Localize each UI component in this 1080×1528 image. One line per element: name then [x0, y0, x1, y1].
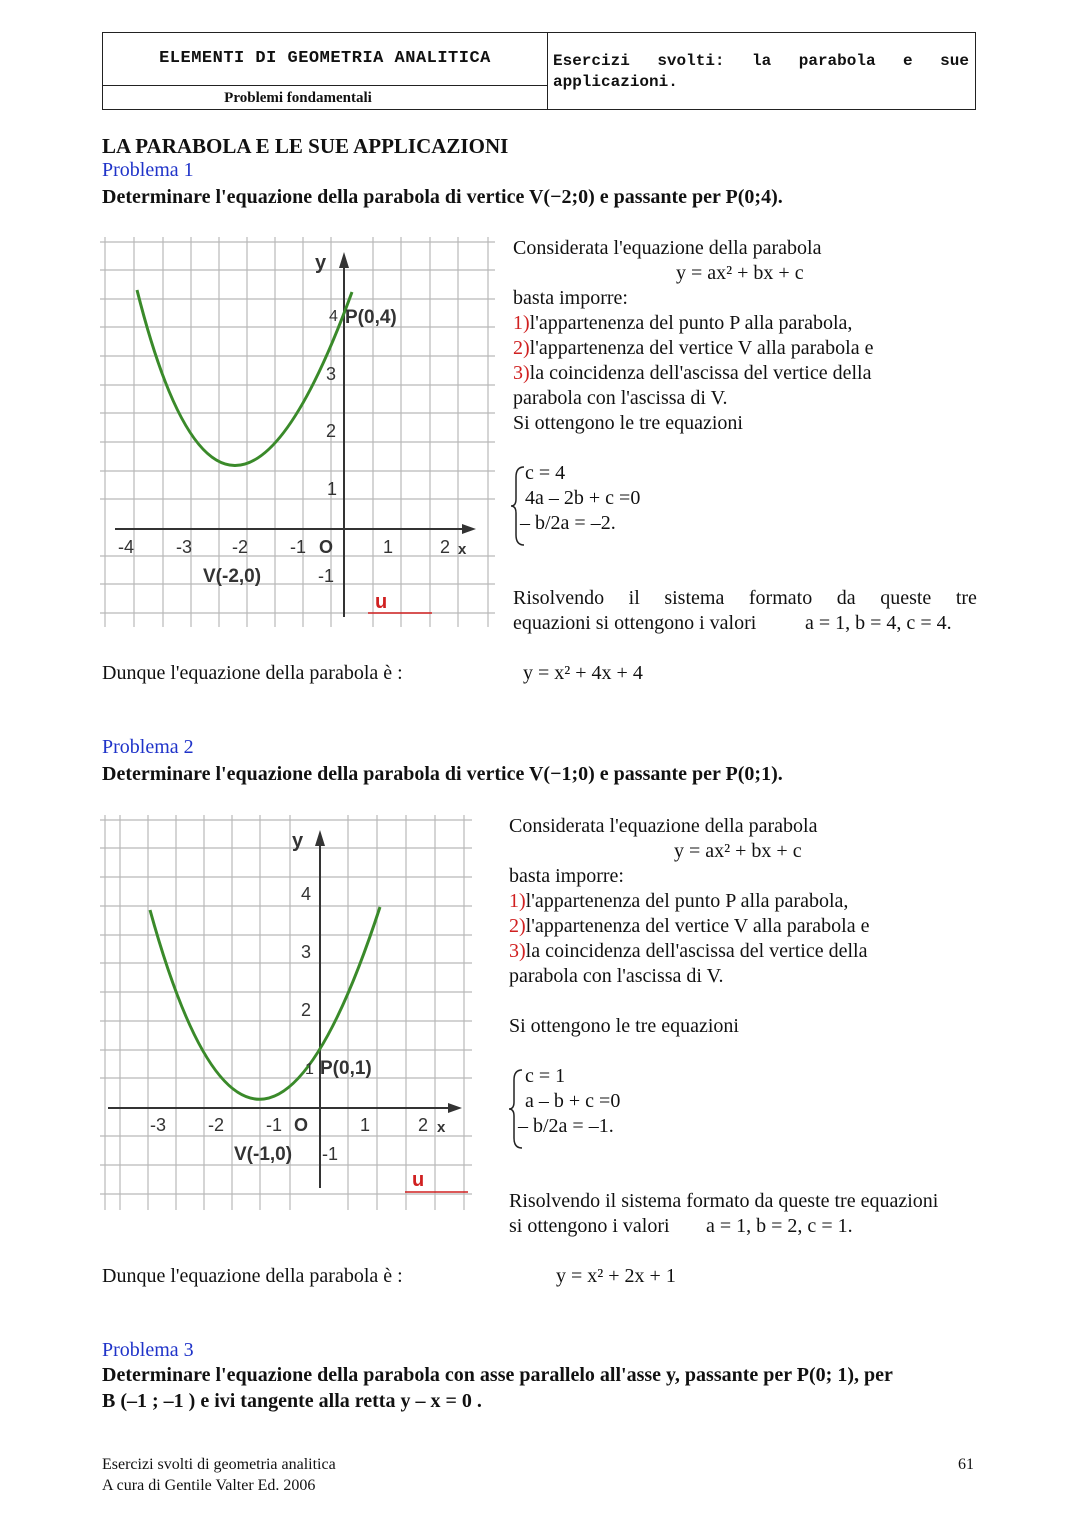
problem2-conclusion: Dunque l'equazione della parabola è : [102, 1265, 403, 1287]
word: sistema [664, 587, 725, 609]
problem1-solving-line1 [513, 586, 977, 611]
condition-text: l'appartenenza del punto P alla parabola, [525, 890, 849, 912]
condition-number: 1) [513, 312, 530, 334]
problem2-solving-line2: si ottengono i valori [509, 1215, 670, 1237]
x-tick: -1 [290, 537, 307, 557]
problem1-solving-line2: equazioni si ottengono i valori [513, 612, 757, 634]
system-equation: – b/2a = –1. [518, 1115, 614, 1137]
grid [100, 237, 495, 627]
condition-item [513, 361, 871, 386]
problem2-graph [100, 810, 472, 1215]
system-equation: 4a – 2b + c =0 [525, 487, 641, 509]
condition-text: l'appartenenza del vertice V alla parabola e [525, 915, 870, 937]
problem2-intro: Considerata l'equazione della parabola [509, 815, 818, 837]
problem1-statement: Determinare l'equazione della parabola di vertice V(−2;0) e passante per P(0;4). [102, 186, 783, 208]
header-divider-h [103, 85, 547, 86]
condition-number: 3) [513, 362, 530, 384]
word: Risolvendo [513, 587, 605, 609]
header-word: e [903, 52, 913, 70]
word: formato [748, 587, 813, 609]
vertex-label: V(-1,0) [234, 1144, 293, 1165]
problem2-general-eq: y = ax² + bx + c [674, 840, 802, 862]
header-word: sue [940, 52, 969, 70]
problem2-impose: basta imporre: [509, 865, 624, 887]
system-equation: – b/2a = –2. [520, 512, 616, 534]
section-title: LA PARABOLA E LE SUE APPLICAZIONI [102, 134, 509, 158]
problem1-conclusion: Dunque l'equazione della parabola è : [102, 662, 403, 684]
x-tick: -3 [176, 537, 193, 557]
point-p-label: P(0,4) [345, 307, 397, 328]
origin-label: O [294, 1115, 309, 1135]
x-tick: 1 [383, 537, 394, 557]
problem1-result: y = x² + 4x + 4 [523, 662, 643, 684]
x-tick: 2 [440, 537, 451, 557]
condition-continuation: parabola con l'ascissa di V. [513, 387, 728, 409]
footer-line2: A cura di Gentile Valter Ed. 2006 [102, 1477, 316, 1494]
x-tick: 2 [418, 1115, 429, 1135]
header-word: Esercizi [553, 52, 630, 70]
page-header [102, 32, 976, 110]
problem1-impose: basta imporre: [513, 287, 628, 309]
condition-text: l'appartenenza del punto P alla parabola, [529, 312, 853, 334]
page-number: 61 [958, 1456, 974, 1473]
header-left-title: ELEMENTI DI GEOMETRIA ANALITICA [159, 49, 491, 68]
problem3-statement-line2: B (–1 ; –1 ) e ivi tangente alla retta y – x = 0 . [102, 1390, 482, 1412]
condition-number: 1) [509, 890, 526, 912]
y-tick: -1 [318, 566, 335, 586]
x-tick: -2 [232, 537, 249, 557]
y-tick: 1 [327, 479, 338, 499]
header-word: svolti: [657, 52, 725, 70]
y-tick: 3 [301, 942, 312, 962]
header-divider [547, 33, 548, 109]
word: da [836, 587, 856, 609]
condition-item [509, 889, 848, 914]
vertex-label: V(-2,0) [203, 566, 262, 587]
problem1-obtain: Si ottengono le tre equazioni [513, 412, 743, 434]
condition-item [509, 914, 869, 939]
condition-item [513, 311, 852, 336]
unit-label: u [375, 591, 388, 613]
problem2-label: Problema 2 [102, 736, 194, 758]
system-equation: c = 4 [525, 462, 566, 484]
x-axis-label: x [458, 541, 467, 558]
x-tick: -1 [266, 1115, 283, 1135]
system-equation: a – b + c =0 [525, 1090, 621, 1112]
y-tick: 3 [326, 364, 337, 384]
y-axis-arrow [339, 252, 349, 268]
footer-line1: Esercizi svolti di geometria analitica [102, 1456, 336, 1473]
x-tick: -2 [208, 1115, 225, 1135]
y-tick: 2 [326, 421, 337, 441]
problem1-label: Problema 1 [102, 159, 194, 181]
condition-text: la coincidenza dell'ascissa del vertice della [529, 362, 872, 384]
condition-number: 3) [509, 940, 526, 962]
word: tre [955, 587, 977, 609]
x-tick: -3 [150, 1115, 167, 1135]
condition-text: l'appartenenza del vertice V alla parabola e [529, 337, 874, 359]
x-tick: -4 [118, 537, 135, 557]
y-tick: 1 [305, 1061, 314, 1078]
problem3-label: Problema 3 [102, 1339, 194, 1361]
x-axis-label: x [437, 1119, 446, 1136]
system-equation: c = 1 [525, 1065, 566, 1087]
y-axis-label: y [315, 252, 327, 274]
header-left-subtitle: Problemi fondamentali [224, 90, 372, 106]
x-axis-arrow [462, 524, 476, 534]
condition-continuation: parabola con l'ascissa di V. [509, 965, 724, 987]
problem1-intro: Considerata l'equazione della parabola [513, 237, 822, 259]
x-axis-arrow [448, 1103, 462, 1113]
header-word: parabola [798, 52, 876, 70]
x-tick: 1 [360, 1115, 371, 1135]
condition-item [509, 939, 867, 964]
condition-item [513, 336, 873, 361]
problem2-result: y = x² + 2x + 1 [556, 1265, 676, 1287]
y-tick: -1 [322, 1144, 339, 1164]
problem1-general-eq: y = ax² + bx + c [676, 262, 804, 284]
header-right-line2: applicazioni. [553, 73, 678, 91]
problem2-values: a = 1, b = 2, c = 1. [706, 1215, 853, 1237]
point-p-label: P(0,1) [320, 1058, 372, 1079]
problem1-graph [100, 232, 495, 632]
y-axis-arrow [315, 830, 325, 846]
condition-number: 2) [513, 337, 530, 359]
word: il [628, 587, 640, 609]
unit-label: u [412, 1169, 425, 1191]
condition-number: 2) [509, 915, 526, 937]
origin-label: O [319, 537, 334, 557]
problem2-solving-line1: Risolvendo il sistema formato da queste tre equazioni [509, 1190, 939, 1212]
condition-text: la coincidenza dell'ascissa del vertice della [525, 940, 868, 962]
problem2-obtain: Si ottengono le tre equazioni [509, 1015, 739, 1037]
problem1-values: a = 1, b = 4, c = 4. [805, 612, 952, 634]
y-tick: 2 [301, 1000, 312, 1020]
y-axis-label: y [292, 830, 304, 852]
parabola-curve [137, 290, 352, 466]
y-tick: 4 [329, 308, 338, 325]
problem2-statement: Determinare l'equazione della parabola di vertice V(−1;0) e passante per P(0;1). [102, 763, 783, 785]
word: queste [880, 587, 932, 609]
problem3-statement-line1: Determinare l'equazione della parabola con asse parallelo all'asse y, passante per P(0; 1), per [102, 1364, 893, 1386]
header-right-title [553, 51, 969, 93]
header-word: la [752, 52, 772, 70]
y-tick: 4 [301, 884, 312, 904]
